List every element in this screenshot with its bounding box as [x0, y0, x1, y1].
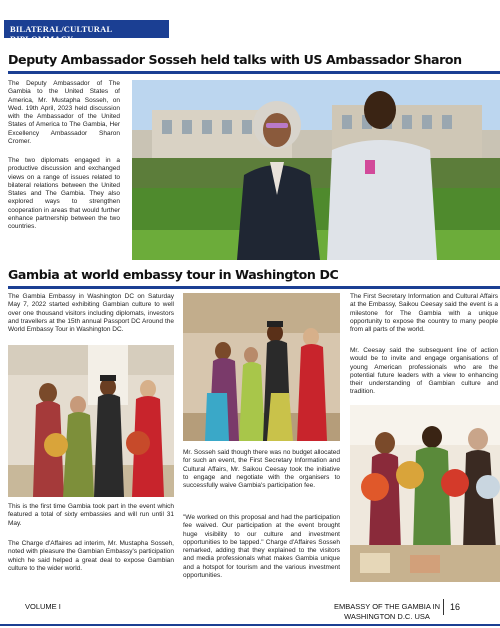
article2-col3-paragraph-1: The First Secretary Information and Cultural Affairs at the Embassy, Saikou Ceesay said the event is a milestone for The Gambia with a unique opportunity to expose the country to many people from all parts of the world. — [350, 293, 498, 334]
article1-headline: Deputy Ambassador Sosseh held talks with US Ambassador Sharon — [8, 52, 462, 67]
page-number: 16 — [450, 602, 461, 612]
photo-diplomats-meeting — [132, 80, 500, 260]
headline-rule-2 — [8, 286, 500, 289]
publisher-label — [333, 602, 441, 622]
volume-label: VOLUME I — [25, 602, 61, 611]
publisher-line-2: WASHINGTON D.C. USA — [344, 612, 430, 621]
photo-embassy-group-indoor — [8, 345, 174, 497]
section-label-banner — [4, 20, 169, 44]
article2-col2-paragraph-2: "We worked on this proposal and had the participation fee waived. Our participation at the event brought huge visibility to our culture and investment opportunities to be tapped." Charge d'Affaires Sosseh remarked, adding that they explained to the visitors and media professionals what makes Gambia unique and a hotspot for tourism and the various investment opportunities. — [183, 514, 340, 580]
footer-divider — [443, 599, 444, 615]
article2-col2-paragraph-1: Mr. Sosseh said though there was no budget allocated for such an event, the First Secretary Information and Cultural Affairs, Mr. Saikou Ceesay took the initiative to engage and negotiate with the organisers to successfully waive Gambia's participation fee. — [183, 449, 340, 490]
photo-visitors-with-costumes — [183, 293, 340, 441]
section-label: BILATERAL/CULTURAL DIPLOMMACY — [10, 24, 112, 44]
article1-paragraph-1: The Deputy Ambassador of The Gambia to the United States of America, Mr. Mustapha Sosseh, on Wed. 19th April, 2023 held discussion with the Ambassador of the United States of America to The Gambia, Her Excellency Ambassador Sharon Cromer. — [8, 80, 120, 146]
article2-col1-paragraph-1: The Gambia Embassy in Washington DC on Saturday May 7, 2022 started exhibiting Gambian culture to well over one thousand visitors including diplomats, investors and travellers at the 15th annual Passport DC Around the World Embassy Tour in Washington DC. — [8, 293, 174, 334]
article1-paragraph-2: The two diplomats engaged in a productive discussion and exchanged views on a range of issues related to bilateral relations between the United States and The Gambia. They also explored ways to strengthen cooperation in areas that would further enhance partnership between the two countries. — [8, 157, 120, 231]
footer-rule — [0, 624, 500, 626]
publisher-line-1: EMBASSY OF THE GAMBIA IN — [334, 602, 440, 611]
article2-col1-paragraph-2: This is the first time Gambia took part in the event which featured a total of sixty embassies and will run until 31 May. — [8, 503, 174, 527]
photo-gambia-stand — [350, 405, 500, 582]
article2-headline: Gambia at world embassy tour in Washington DC — [8, 267, 339, 282]
article2-col3-paragraph-2: Mr. Ceesay said the subsequent line of action would be to invite and engage organisations of young American professionals who are the potential future leaders with a view to enhancing their understanding of Gambian culture and tradition. — [350, 347, 498, 396]
headline-rule — [8, 71, 500, 74]
article2-col1-paragraph-3: The Charge d'Affaires ad interim, Mr. Mustapha Sosseh, noted with pleasure the Gambian Embassy's participation which he said helped a great deal to expose Gambian culture to the wider world. — [8, 540, 174, 572]
